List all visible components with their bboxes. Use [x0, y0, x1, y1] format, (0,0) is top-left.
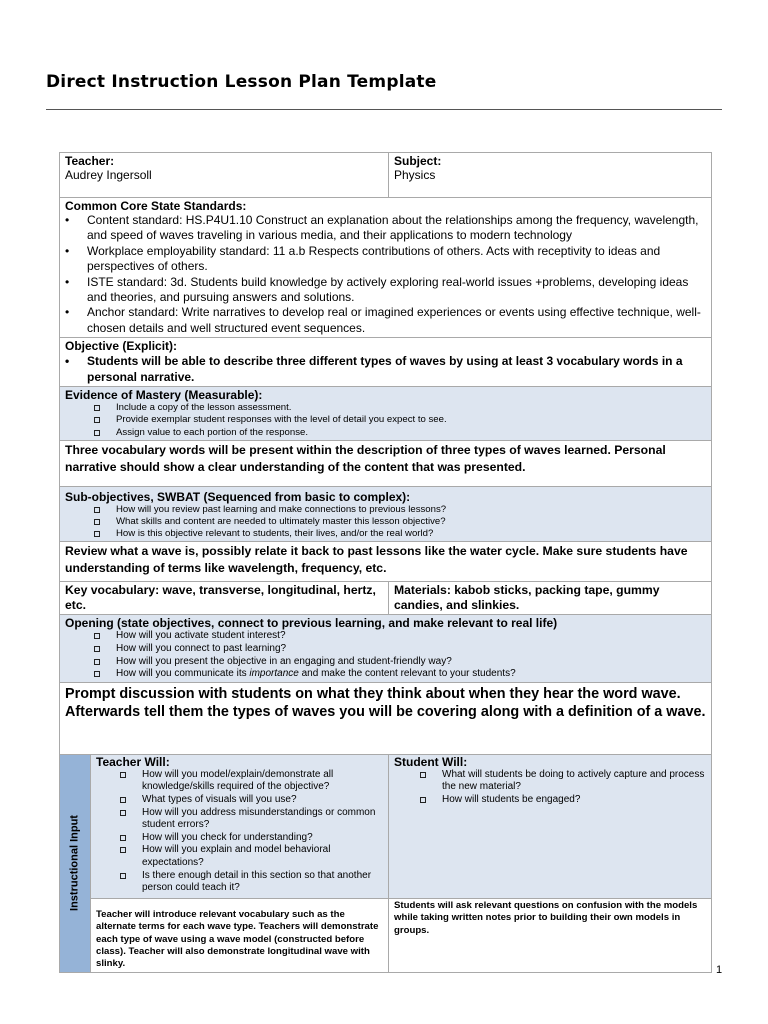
- title-divider: [46, 109, 722, 110]
- standard-item: • Content standard: HS.P4U1.10 Construct an explanation about the relationships among the frequency, wavelength, and speed of waves traveling in various media, and their applications to modern technology: [87, 213, 706, 244]
- checklist-item: [142, 807, 383, 832]
- checklist-item-text: Assign value to each portion of the response.: [116, 426, 308, 438]
- checkbox-icon: [94, 671, 100, 677]
- checkbox-icon: [120, 835, 126, 841]
- checkbox-icon: [94, 646, 100, 652]
- standard-item: • Anchor standard: Write narratives to develop real or imagined experiences or events using effective technique, well-chosen details and well structured event sequences.: [87, 305, 706, 336]
- checklist-item: [142, 769, 383, 794]
- checklist-item: [116, 643, 706, 656]
- checkbox-icon: [94, 507, 100, 513]
- standard-item: • Workplace employability standard: 11 a.b Respects contributions of others. Acts with receptivity to ideas and perspectives of others.: [87, 244, 706, 275]
- checklist-item-text: How is this objective relevant to students, their lives, and/or the real world?: [116, 528, 434, 540]
- vocabulary-text: Key vocabulary: wave, transverse, longitudinal, hertz, etc.: [65, 583, 376, 613]
- teacher-name: Audrey Ingersoll: [65, 168, 152, 182]
- checkbox-icon: [94, 531, 100, 537]
- checkbox-icon: [120, 797, 126, 803]
- teacher-cell: [60, 153, 389, 198]
- standards-label: Common Core State Standards:: [65, 199, 247, 213]
- checklist-item: [142, 832, 383, 845]
- evidence-response-cell: [60, 440, 712, 486]
- standard-item: • ISTE standard: 3d. Students build knowledge by actively exploring real-world issues +problems, developing ideas and theories, and pursuing answers and solutions.: [87, 275, 706, 306]
- teacher-response-cell: [91, 898, 389, 972]
- objective-label: Objective (Explicit):: [65, 339, 178, 354]
- checkbox-icon: [94, 430, 100, 436]
- checklist-item: [442, 794, 706, 807]
- checklist-item-text: How will you explain and model behavioral expectations?: [142, 844, 331, 868]
- teacher-will-checklist: [96, 769, 383, 895]
- lesson-plan-table: [59, 152, 712, 973]
- checkbox-icon: [120, 810, 126, 816]
- checklist-item: [116, 504, 706, 516]
- checklist-item: [142, 844, 383, 869]
- checklist-item-pre: How will you communicate its: [116, 668, 250, 680]
- objective-item: • Students will be able to describe three different types of waves by using at least 3 vocabulary words in a personal narrative.: [87, 353, 706, 385]
- page-number: 1: [716, 964, 723, 976]
- instructional-input-side: [60, 754, 91, 972]
- standards-cell: [60, 198, 712, 338]
- checklist-item-text: How will you connect to past learning?: [116, 643, 287, 655]
- checklist-item: [442, 769, 706, 794]
- checklist-item-text: How will you address misunderstandings or common student errors?: [142, 806, 376, 831]
- checkbox-icon: [420, 797, 426, 803]
- checklist-item: [116, 630, 706, 643]
- checklist-item: [116, 668, 706, 681]
- checklist-item-text: Include a copy of the lesson assessment.: [116, 402, 292, 414]
- objective-cell: [60, 338, 712, 387]
- objective-list: [65, 353, 706, 385]
- opening-checklist: [65, 630, 706, 680]
- evidence-checklist: [65, 402, 706, 439]
- checkbox-icon: [120, 873, 126, 879]
- student-will-label: Student Will:: [394, 754, 468, 769]
- evidence-label: Evidence of Mastery (Measurable):: [65, 388, 263, 403]
- checklist-item-text: How will you review past learning and make connections to previous lessons?: [116, 503, 447, 515]
- student-response-cell: [389, 898, 712, 972]
- checkbox-icon: [94, 405, 100, 411]
- checklist-item-text: What will students be doing to actively capture and process the new material?: [442, 768, 705, 793]
- subobjectives-response-cell: [60, 542, 712, 582]
- checklist-item: [116, 402, 706, 414]
- checkbox-icon: [120, 772, 126, 778]
- checkbox-icon: [120, 847, 126, 853]
- checklist-item-text: How will students be engaged?: [442, 794, 581, 806]
- checkbox-icon: [94, 659, 100, 665]
- opening-cell: [60, 615, 712, 682]
- checklist-item-text: What skills and content are needed to ultimately master this lesson objective?: [116, 516, 446, 528]
- teacher-label: Teacher:: [65, 154, 115, 168]
- materials-cell: [389, 582, 712, 615]
- opening-response: Prompt discussion with students on what they think about when they hear the word wave. Afterwards tell them the types of waves you will be covering along with a definition of a wave.: [65, 685, 706, 721]
- checklist-item: [116, 656, 706, 669]
- checklist-item: [142, 794, 383, 807]
- subobjectives-checklist: [65, 504, 706, 541]
- document-title: Direct Instruction Lesson Plan Template: [46, 72, 437, 92]
- evidence-cell: [60, 387, 712, 441]
- teacher-will-cell: [91, 754, 389, 898]
- checklist-item-text: What types of visuals will you use?: [142, 794, 297, 806]
- standards-list: [65, 213, 706, 336]
- checkbox-icon: [94, 417, 100, 423]
- checklist-item-text: How will you model/explain/demonstrate all knowledge/skills required of the objective?: [142, 768, 334, 793]
- subobjectives-label: Sub-objectives, SWBAT (Sequenced from basic to complex):: [65, 489, 411, 504]
- subject-label: Subject:: [394, 154, 442, 168]
- checklist-item-post: and make the content relevant to your students?: [298, 668, 516, 680]
- checklist-item: [116, 528, 706, 540]
- student-response: Students will ask relevant questions on confusion with the models while taking written notes prior to building their own models in groups.: [394, 899, 698, 936]
- checklist-item: [116, 427, 706, 439]
- instructional-input-label: Instructional Input: [68, 815, 81, 912]
- checklist-item: [116, 516, 706, 528]
- checkbox-icon: [420, 772, 426, 778]
- checklist-item-text: Is there enough detail in this section so that another person could teach it?: [142, 869, 372, 894]
- checklist-item-emphasis: importance: [249, 668, 299, 680]
- checkbox-icon: [94, 519, 100, 525]
- subobjectives-cell: [60, 486, 712, 542]
- opening-response-cell: [60, 682, 712, 754]
- checkbox-icon: [94, 633, 100, 639]
- teacher-response: Teacher will introduce relevant vocabulary such as the alternate terms for each wave type. Teachers will demonstrate each type of wave using a wave model (constructed before class). Teacher will also demonstrate longitudinal wave with slinky.: [96, 908, 379, 970]
- subobjectives-response: Review what a wave is, possibly relate it back to past lessons like the water cycle. Make sure students have understanding of terms like wavelength, frequency, etc.: [65, 544, 688, 576]
- materials-text: Materials: kabob sticks, packing tape, gummy candies, and slinkies.: [394, 583, 660, 613]
- checklist-item-text: How will you activate student interest?: [116, 630, 286, 642]
- checklist-item: [116, 414, 706, 426]
- checklist-item-text: How will you check for understanding?: [142, 831, 313, 843]
- checklist-item-text: Provide exemplar student responses with the level of detail you expect to see.: [116, 414, 447, 426]
- checklist-item: [142, 870, 383, 895]
- checklist-item-text: How will you present the objective in an engaging and student-friendly way?: [116, 655, 452, 667]
- subject-cell: [389, 153, 712, 198]
- subject-value: Physics: [394, 168, 436, 182]
- student-will-cell: [389, 754, 712, 898]
- teacher-will-label: Teacher Will:: [96, 754, 170, 769]
- evidence-response: Three vocabulary words will be present within the description of three types of waves learned. Personal narrative should show a clear understanding of the content that was presented.: [65, 442, 666, 474]
- opening-label: Opening (state objectives, connect to previous learning, and make relevant to real life): [65, 616, 558, 631]
- vocabulary-cell: [60, 582, 389, 615]
- student-will-checklist: [394, 769, 706, 807]
